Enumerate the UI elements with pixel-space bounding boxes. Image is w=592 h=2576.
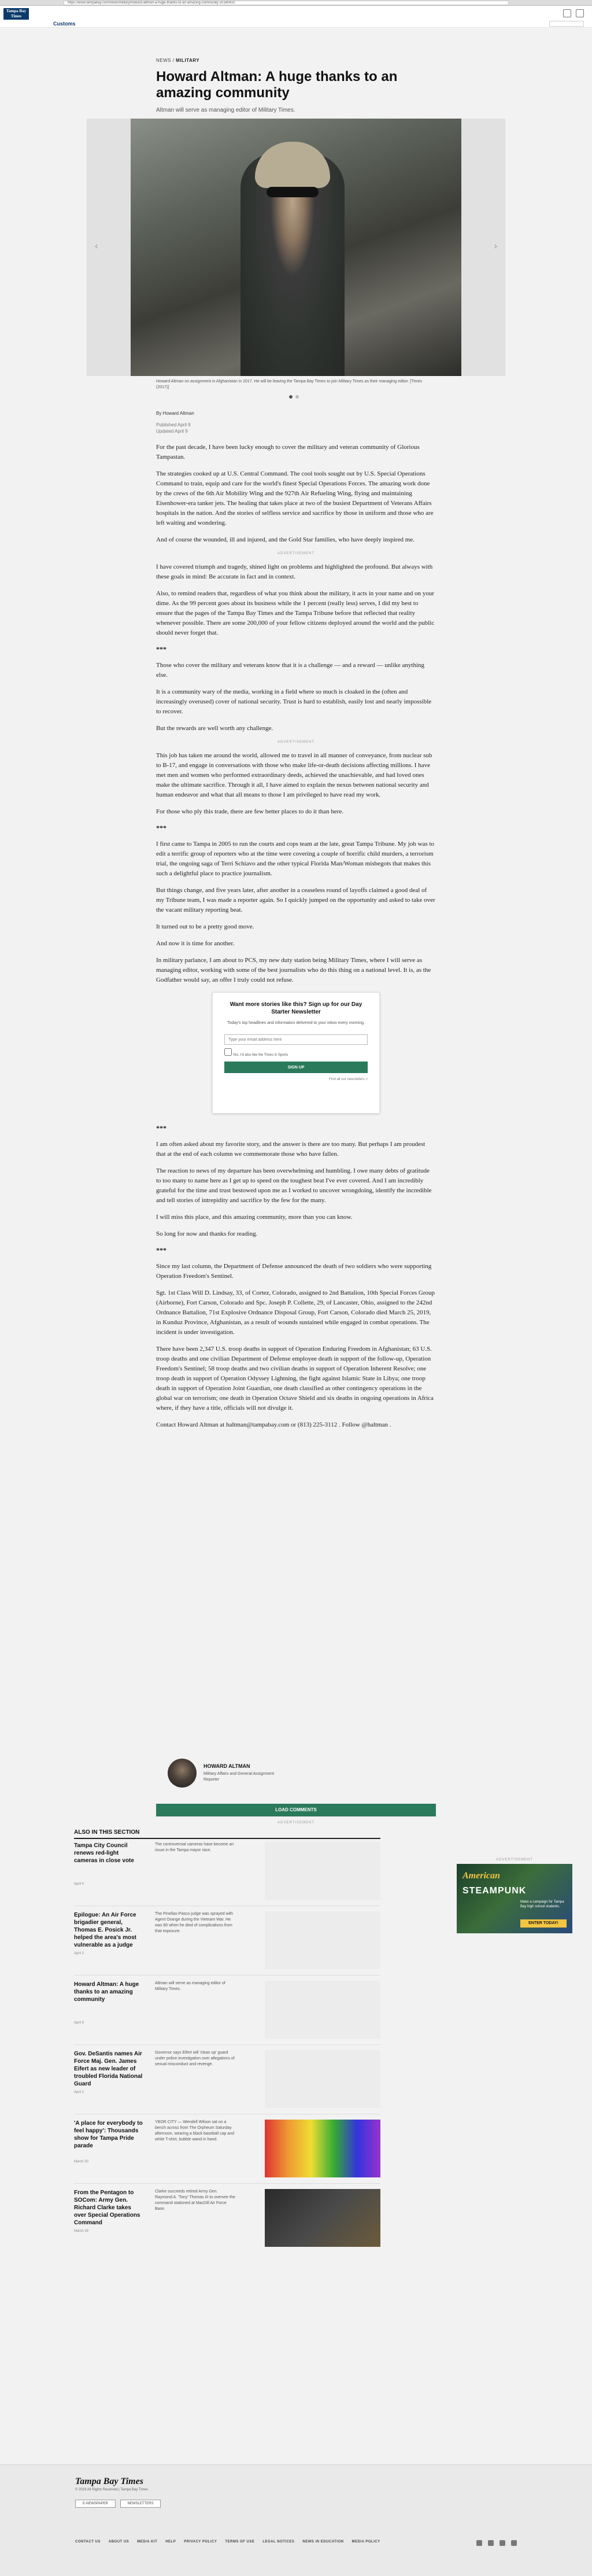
instagram-icon[interactable]	[500, 2540, 505, 2546]
paragraph: There have been 2,347 U.S. troop deaths in support of Operation Enduring Freedom in Afghanistan; 63 U.S. troop deaths and one civilian Department of Defense employee death in support of the follow-up, Operation Freedom's Sentinel; 58 troop deaths and two civilian deaths in support of Operation Inherent Resolve; one troop death in support of Operation Odyssey Lightning, the fight against Islamic State in Libya; one troop death in support of Operation Joint Guardian, one death classified as other contingency operations in the global war on terrorism; one death in Operation Octave Shield and six deaths in ongoing operations in Africa where, if they have a title, officials will not divulge it.	[156, 1346, 434, 1412]
load-comments-button[interactable]: LOAD COMMENTS	[156, 1804, 436, 1816]
newsletter-checkbox-row	[224, 1048, 368, 1057]
story-title[interactable]: Epilogue: An Air Force brigadier general, Thomas E. Posick Jr. helped the area's most vulnerable as a judge	[74, 1912, 136, 1948]
story-thumbnail[interactable]	[265, 1981, 380, 2039]
photo-caption: Howard Altman on assignment in Afghanistan in 2017. He will be leaving the Tampa Bay Times to join Military Times as their managing editor. [Times (2017)]	[156, 379, 422, 389]
sports-checkbox[interactable]	[224, 1048, 232, 1056]
divider	[74, 2183, 380, 2184]
section-divider: ***	[156, 1246, 166, 1254]
list-item[interactable]	[74, 2050, 380, 2108]
story-thumbnail[interactable]	[265, 2189, 380, 2247]
ad-label: ADVERTISEMENT	[278, 1821, 314, 1825]
paragraph: Sgt. 1st Class Will D. Lindsay, 33, of Cortez, Colorado, assigned to 2nd Battalion, 10th Special Forces Group (Airborne), Fort Carson, Colorado and Spc. Joseph P. Collette, 29, of Lancaster, Ohio, assigned to the 242nd Ordnance Battalion, 71st Explosive Ordnance Disposal Group, Fort Carson, Colorado died March 25, 2019, in Kunduz Province, Afghanistan, as a result of wounds sustained while engaged in combat operations. The incident is under investigation.	[156, 1289, 435, 1336]
gallery-dot-2[interactable]	[295, 395, 299, 399]
photo-sunglasses	[267, 187, 319, 197]
paragraph: It is a community wary of the media, working in a field where so much is cloaked in the (often and increasingly overused) cover of national security. Trust is hard to establish, easily lost and nearly impossible to recover.	[156, 688, 432, 715]
paragraph: Also, to remind readers that, regardless of what you think about the military, it acts in your name and on your dime. As the 99 percent goes about its business while the 1 percent (really less) serves, I did my best to ensure that the pages of the Tampa Bay Times and the Tampa Tribune before that reflected that reality whenever possible. There are some 200,000 of your fellow citizens deployed around the world and the public should never forget that.	[156, 590, 435, 636]
divider	[74, 2044, 380, 2045]
twitter-icon[interactable]	[488, 2540, 494, 2546]
ad-headline: STEAMPUNK	[462, 1886, 527, 1896]
paragraph: I am often asked about my favorite story, and the answer is there are too many. But perhaps I am proudest that at the end of each column we commemorate those who have fallen.	[156, 1141, 426, 1158]
author-role: Military Affairs and General Assignment Reporter	[204, 1772, 275, 1782]
paragraph: I will miss this place, and this amazing community, more than you can know.	[156, 1214, 353, 1221]
lead-photo	[131, 119, 461, 376]
story-date: April 9	[74, 2021, 84, 2025]
e-newspaper-button[interactable]: E-NEWSPAPER	[75, 2500, 116, 2508]
footer-link[interactable]: CONTACT US	[75, 2540, 101, 2544]
paragraph: Since my last column, the Department of Defense announced the death of two soldiers who were supporting Operation Freedom's Sentinel.	[156, 1263, 432, 1280]
breadcrumb: NEWS / MILITARY	[156, 58, 200, 63]
newsletter-signup	[212, 992, 380, 1114]
ad-label: ADVERTISEMENT	[496, 1858, 533, 1862]
facebook-icon[interactable]	[476, 2540, 482, 2546]
paragraph: This job has taken me around the world, allowed me to travel in all manner of conveyance, from nuclear sub to B-17, and engage in conversations with those who make life-or-death decisions affecting millions. I have met men and women who performed extraordinary deeds, achieved the unachievable, and had loved ones make the ultimate sacrifice. Through it all, I have aimed to explain the nexus between national security and human endeavor and what that all means to those I am privileged to have read my work.	[156, 752, 432, 798]
photo-gallery	[87, 119, 505, 376]
list-item[interactable]	[74, 1981, 380, 2039]
article-dek: Altman will serve as managing editor of Military Times.	[156, 107, 295, 113]
site-header	[0, 6, 592, 28]
ad-cta-button[interactable]: ENTER TODAY!	[520, 1919, 567, 1928]
gallery-next-icon[interactable]: ›	[494, 241, 497, 251]
story-thumbnail[interactable]	[265, 2120, 380, 2177]
list-item[interactable]	[74, 1911, 380, 1969]
story-dek: The Pinellas-Pasco judge was sprayed with Agent Orange during the Vietnam War. He was 80 when he died of complications from that exposure.	[155, 1912, 234, 1933]
author-name[interactable]: HOWARD ALTMAN	[204, 1763, 250, 1769]
paragraph: So long for now and thanks for reading.	[156, 1230, 258, 1237]
story-date: April 2	[74, 2091, 84, 2094]
menu-icon[interactable]	[576, 9, 584, 17]
footer-link[interactable]: ABOUT US	[108, 2540, 130, 2544]
paragraph: And of course the wounded, ill and injured, and the Gold Star families, who have deeply inspired me.	[156, 536, 415, 543]
footer-links	[75, 2540, 380, 2544]
author-line[interactable]: By Howard Altman	[156, 411, 194, 416]
footer-link[interactable]: HELP	[165, 2540, 176, 2544]
story-thumbnail[interactable]	[265, 2050, 380, 2108]
updated-date: Updated April 9	[156, 429, 188, 434]
paragraph: It turned out to be a pretty good move.	[156, 923, 254, 930]
paragraph: But things change, and five years later, after another in a ceaseless round of layoffs claimed a good deal of my Tribune team, I was made a reporter again. So I quickly jumped on the opportunity and asked to take over the vacant military reporting beat.	[156, 887, 435, 913]
story-date: March 30	[74, 2160, 89, 2164]
paragraph: And now it is time for another.	[156, 940, 235, 947]
avatar[interactable]	[168, 1759, 197, 1788]
browser-toolbar	[0, 0, 592, 6]
paragraph: For those who ply this trade, there are few better places to do it than here.	[156, 808, 344, 815]
paragraph: Those who cover the military and veterans know that it is a challenge — and a reward — unlike anything else.	[156, 662, 424, 679]
story-date: March 29	[74, 2229, 89, 2233]
footer-link[interactable]: MEDIA KIT	[137, 2540, 158, 2544]
footer-link[interactable]: PRIVACY POLICY	[184, 2540, 217, 2544]
paragraph: I first came to Tampa in 2005 to run the courts and cops team at the late, great Tampa Tribune. My job was to edit a terrific group of reporters who at the time were covering a couple of horrific child murders, a terrorism trial, the ongoing saga of Terri Schiavo and the other typical Florida Man/Woman misbegots that makes this such a delightful place to practice journalism.	[156, 841, 435, 877]
page-title: Howard Altman: A huge thanks to an amazing community	[156, 69, 398, 101]
breadcrumb-military[interactable]: MILITARY	[176, 58, 200, 63]
newsletter-title: Want more stories like this? Sign up for our Day Starter Newsletter	[230, 1001, 362, 1015]
story-title[interactable]: Tampa City Council renews red-light cameras in close vote	[74, 1842, 134, 1864]
ad-copy: Make a campaign for Tampa Bay high school students.	[520, 1900, 564, 1908]
publish-dates	[156, 422, 436, 434]
site-logo[interactable]: Tampa Bay Times	[3, 8, 29, 20]
story-title[interactable]: From the Pentagon to SOCom: Army Gen. Richard Clarke takes over Special Operations Command	[74, 2190, 140, 2226]
article-body	[156, 443, 436, 1437]
gallery-dots	[289, 395, 299, 399]
ad-label: ADVERTISEMENT	[278, 740, 314, 744]
newsletters-button[interactable]: NEWSLETTERS	[120, 2500, 161, 2508]
story-thumbnail[interactable]	[265, 1842, 380, 1900]
section-divider: ***	[156, 824, 166, 832]
story-date: April 3	[74, 1952, 84, 1955]
story-title[interactable]: 'A place for everybody to feel happy': Thousands show for Tampa Pride parade	[74, 2120, 143, 2149]
story-thumbnail[interactable]	[265, 1911, 380, 1969]
footer-link[interactable]: MEDIA POLICY	[352, 2540, 380, 2544]
story-dek: YBOR CITY — Wendell Wilson sat on a bench across from The Orpheum Saturday afternoon, wearing a black baseball cap and white T-shirt, bubble wand in hand.	[155, 2120, 234, 2142]
list-item[interactable]	[74, 2120, 380, 2177]
also-section-title: ALSO IN THIS SECTION	[74, 1829, 380, 1839]
story-title[interactable]: Howard Altman: A huge thanks to an amazing community	[74, 1981, 139, 2003]
paragraph: The reaction to news of my departure has been overwhelming and humbling. I owe many debts of gratitude to too many to name here as I get up to speed on the toughest beat I've ever covered. And I am incredibly grateful for the time and trust bestowed upon me as I worked to uncover wrongdoing, identify the incredible and tell stories of intrepidity and sacrifice by the few for the many.	[156, 1167, 432, 1204]
sports-checkbox-label: Yes, I'd also like the Times in Sports	[232, 1053, 288, 1057]
email-field[interactable]	[224, 1034, 368, 1045]
footer-link[interactable]: LEGAL NOTICES	[262, 2540, 295, 2544]
list-item[interactable]	[74, 2189, 380, 2247]
footer-logo[interactable]: Tampa Bay Times	[75, 2477, 143, 2486]
story-date: April 4	[74, 1882, 84, 1886]
list-item[interactable]	[74, 1842, 380, 1900]
divider	[74, 1975, 380, 1976]
signup-button[interactable]: SIGN UP	[224, 1062, 368, 1073]
ad-title: American	[462, 1871, 500, 1881]
sidebar-ad[interactable]	[457, 1864, 572, 1933]
footer-copyright: © 2019 All Rights Reserved | Tampa Bay Times	[75, 2488, 148, 2492]
ad-label: ADVERTISEMENT	[278, 552, 314, 555]
paragraph: The strategies cooked up at U.S. Central Command. The cool tools sought out by U.S. Special Operations Command to train, equip and care for the world's finest Special Operations Forces. The amazing work done by the crews of the 6th Air Mobility Wing and the 927th Air Refueling Wing, flying and maintaining Eisenhower-era tanker jets. The healing that takes place at two of the busiest Department of Veterans Affairs hospitals in the nation. And the stories of selfless service and sacrifice by those in uniform and those who are left waiting and wondering.	[156, 470, 434, 526]
site-footer	[0, 2464, 592, 2576]
contact-paragraph: Contact Howard Altman at haltman@tampabay.com or (813) 225-3112 . Follow @haltman .	[156, 1421, 391, 1428]
newsletter-subtitle: Today's top headlines and information delivered to your inbox every morning.	[227, 1021, 365, 1025]
footer-link[interactable]: NEWS IN EDUCATION	[302, 2540, 344, 2544]
also-in-section	[74, 1829, 388, 2233]
youtube-icon[interactable]	[511, 2540, 517, 2546]
paragraph: In military parlance, I am about to PCS, my new duty station being Military Times, where I will serve as managing editor, working with some of the best journalists who do this thing on a national level. It is, as the Godfather would say, an offer I truly could not refuse.	[156, 957, 431, 983]
gallery-prev-icon[interactable]: ‹	[95, 241, 98, 251]
paragraph: For the past decade, I have been lucky enough to cover the military and veteran community of Glorious Tampastan.	[156, 444, 420, 460]
footer-link[interactable]: TERMS OF USE	[225, 2540, 255, 2544]
section-divider: ***	[156, 1124, 166, 1132]
author-card	[168, 1759, 422, 1792]
address-bar[interactable]: https://www.tampabay.com/news/military/howard-altman-a-huge-thanks-to-an-amazing-community-20180410	[64, 1, 509, 5]
paragraph: I have covered triumph and tragedy, shined light on problems and highlighted the profound. But always with these goals in mind: Be accurate in fact and in context.	[156, 563, 433, 580]
breadcrumb-news[interactable]: NEWS	[156, 58, 171, 63]
published-date: Published April 9	[156, 422, 191, 428]
byline	[156, 411, 436, 434]
account-icon[interactable]	[563, 9, 571, 17]
story-dek: Clarke succeeds retired Army Gen. Raymond A. 'Tony' Thomas III to oversee the command stationed at MacDill Air Force Base.	[155, 2190, 235, 2211]
header-icons	[563, 9, 584, 17]
photo-helmet	[255, 142, 330, 188]
header-search-box[interactable]	[549, 21, 584, 27]
all-newsletters-link[interactable]: Find all our newsletters >	[329, 1078, 368, 1081]
story-dek: Governor says Eifert will 'clean up' guard under police investigation over allegations of sexual misconduct and revenge.	[155, 2051, 235, 2066]
story-dek: The controversial cameras have become an issue in the Tampa mayor race.	[155, 1842, 234, 1852]
footer-social	[476, 2540, 517, 2546]
paragraph: But the rewards are well worth any challenge.	[156, 725, 273, 732]
section-nav-label[interactable]: Customs	[53, 21, 76, 27]
section-divider: ***	[156, 645, 166, 653]
story-dek: Altman will serve as managing editor of Military Times.	[155, 1981, 225, 1991]
gallery-dot-1[interactable]	[289, 395, 293, 399]
story-title[interactable]: Gov. DeSantis names Air Force Maj. Gen. James Eifert as new leader of troubled Florida National Guard	[74, 2051, 143, 2087]
